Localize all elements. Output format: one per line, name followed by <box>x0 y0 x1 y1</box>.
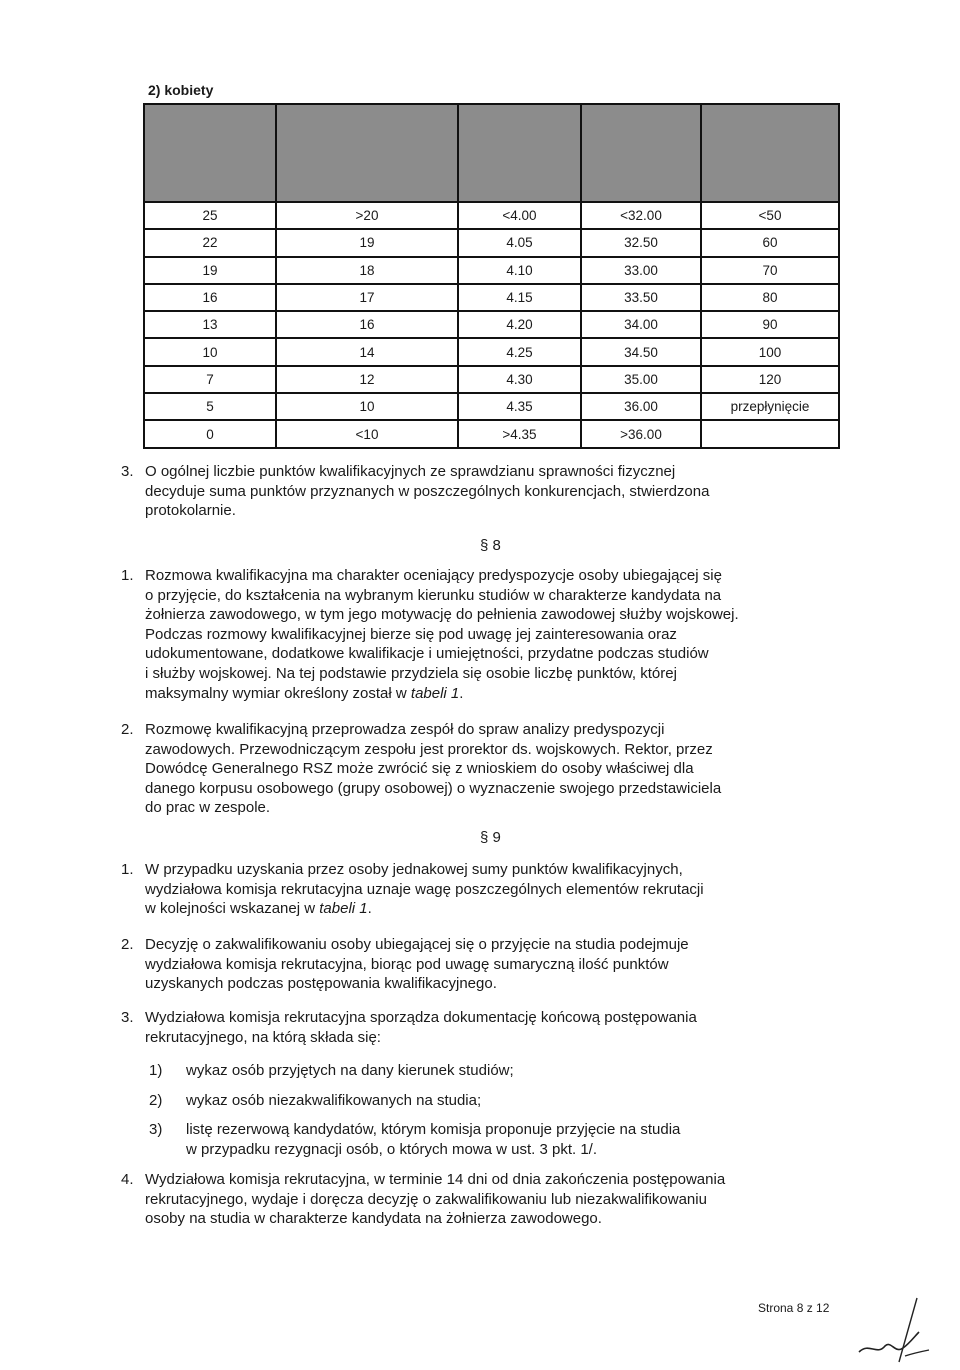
table-reference: tabeli 1 <box>319 900 368 918</box>
table-cell: 17 <box>276 284 458 311</box>
table-cell: 0 <box>144 420 276 447</box>
text-segment: maksymalny wymiar określony został w <box>145 684 407 702</box>
table-header-row <box>144 104 839 202</box>
table-row <box>144 257 839 284</box>
table-cell <box>701 420 839 447</box>
table-cell: 4.15 <box>458 284 581 311</box>
item-number: 3. <box>121 463 134 480</box>
header-cell <box>144 104 276 202</box>
section-sign-9: § 9 <box>480 829 501 846</box>
table-cell: <50 <box>701 202 839 229</box>
text-line: Dowódcę Generalnego RSZ może zwrócić się z wnioskiem do osoby właściwej dla <box>145 760 694 778</box>
table-cell: 80 <box>701 284 839 311</box>
table-cell: 5 <box>144 393 276 420</box>
text-line: wykaz osób niezakwalifikowanych na studia; <box>186 1092 482 1109</box>
table-reference: tabeli 1 <box>410 684 460 702</box>
table-cell: <32.00 <box>581 202 701 229</box>
table-row <box>144 393 839 420</box>
table-cell: 35.00 <box>581 366 701 393</box>
text-segment: . <box>367 900 372 918</box>
subitem-number: 2) <box>149 1092 163 1109</box>
item-number: 2. <box>121 721 134 738</box>
text-line: W przypadku uzyskania przez osoby jednakowej sumy punktów kwalifikacyjnych, <box>145 861 683 878</box>
page-number: Strona 8 z 12 <box>758 1301 830 1315</box>
item-number: 1. <box>121 861 134 878</box>
subitem-number: 1) <box>149 1062 163 1079</box>
text-line: udokumentowane, dodatkowe kwalifikacje i umiejętności, przydatne podczas studiów <box>145 645 709 663</box>
item-number: 1. <box>121 567 134 584</box>
text-line: Rozmowę kwalifikacyjną przeprowadza zespół do spraw analizy predyspozycji <box>145 721 665 738</box>
text-line: Podczas rozmowy kwalifikacyjnej bierze się pod uwagę jej zainteresowania oraz <box>145 625 677 643</box>
text-line: do prac w zespole. <box>145 799 271 817</box>
table-cell: 33.50 <box>581 284 701 311</box>
table-cell: 4.35 <box>458 393 581 420</box>
table-cell: <10 <box>276 420 458 447</box>
text-line: rekrutacyjnego, wydaje i doręcza decyzję o zakwalifikowaniu lub niezakwalifikowaniu <box>145 1190 707 1208</box>
text-line: wydziałowa komisja rekrutacyjna uznaje wagę poszczególnych elementów rekrutacji <box>145 880 704 898</box>
table-row <box>144 420 839 447</box>
signature-mark <box>855 1296 935 1366</box>
table-cell: 19 <box>276 229 458 256</box>
s9-item-2 <box>145 935 840 994</box>
table-cell: 34.00 <box>581 311 701 338</box>
text-line: o przyjęcie, do kształcenia na wybranym kierunku studiów w charakterze kandydata na <box>145 586 722 604</box>
s9-subitem-2 <box>186 1091 840 1111</box>
text-line: Wydziałowa komisja rekrutacyjna sporządza dokumentację końcową postępowania <box>145 1009 697 1026</box>
table-cell: 90 <box>701 311 839 338</box>
text-line: rekrutacyjnego, na którą składa się: <box>145 1028 381 1046</box>
text-line: Wydziałowa komisja rekrutacyjna, w terminie 14 dni od dnia zakończenia postępowania <box>145 1171 726 1188</box>
text-line: zawodowych. Przewodniczącym zespołu jest prorektor ds. wojskowych. Rektor, przez <box>145 740 713 758</box>
table-cell: przepłynięcie <box>701 393 839 420</box>
text-line: w przypadku rezygnacji osób, o których mowa w ust. 3 pkt. 1/. <box>186 1140 598 1158</box>
table-cell: 16 <box>276 311 458 338</box>
text-line: listę rezerwową kandydatów, którym komisja proponuje przyjęcie na studia <box>186 1121 681 1138</box>
s9-subitem-1 <box>186 1061 840 1081</box>
header-cell <box>701 104 839 202</box>
table-row <box>144 284 839 311</box>
text-segment: . <box>459 684 464 702</box>
s9-item-1 <box>145 860 840 919</box>
table-cell: 19 <box>144 257 276 284</box>
text-line: osoby na studia w charakterze kandydata na żołnierza zawodowego. <box>145 1210 602 1228</box>
table-cell: <4.00 <box>458 202 581 229</box>
table-cell: >36.00 <box>581 420 701 447</box>
text-line: żołnierza zawodowego, w tym jego motywację do pełnienia zawodowej służby wojskowej. <box>145 606 739 624</box>
section-sign-8: § 8 <box>480 537 501 554</box>
table-cell: >4.35 <box>458 420 581 447</box>
table-cell: 10 <box>276 393 458 420</box>
table-cell: 70 <box>701 257 839 284</box>
table-cell: 60 <box>701 229 839 256</box>
table-cell: 100 <box>701 338 839 365</box>
header-cell <box>276 104 458 202</box>
s8-item-1 <box>145 566 840 703</box>
table-cell: 14 <box>276 338 458 365</box>
item-number: 2. <box>121 936 134 953</box>
paragraph-3 <box>145 462 840 521</box>
text-line: uzyskanych podczas postępowania kwalifikacyjnego. <box>145 975 497 993</box>
table-cell: 120 <box>701 366 839 393</box>
table-row <box>144 338 839 365</box>
text-line: wydziałowa komisja rekrutacyjna, biorąc pod uwagę sumaryczną ilość punktów <box>145 955 669 973</box>
table-cell: 10 <box>144 338 276 365</box>
header-cell <box>458 104 581 202</box>
table-row <box>144 229 839 256</box>
text-line: decyduje suma punktów przyznanych w poszczególnych konkurencjach, stwierdzona <box>145 482 710 500</box>
table-cell: 13 <box>144 311 276 338</box>
text-line: Decyzję o zakwalifikowaniu osoby ubiegającej się o przyjęcie na studia podejmuje <box>145 936 689 953</box>
table-cell: 4.05 <box>458 229 581 256</box>
table-row <box>144 366 839 393</box>
table-cell: 12 <box>276 366 458 393</box>
text-line: Rozmowa kwalifikacyjna ma charakter oceniający predyspozycje osoby ubiegającej się <box>145 567 722 584</box>
table-row <box>144 311 839 338</box>
table-cell: 25 <box>144 202 276 229</box>
text-line: i służby wojskowej. Na tej podstawie przydziela się osobie liczbę punktów, której <box>145 664 677 682</box>
s9-item-4 <box>145 1170 840 1229</box>
text-line <box>145 684 840 704</box>
table-cell: 4.30 <box>458 366 581 393</box>
text-line: wykaz osób przyjętych na dany kierunek studiów; <box>186 1062 514 1079</box>
score-table <box>143 103 840 449</box>
table-row <box>144 202 839 229</box>
table-cell: 33.00 <box>581 257 701 284</box>
s8-item-2 <box>145 720 840 818</box>
text-segment: w kolejności wskazanej w <box>145 900 316 918</box>
table-cell: 16 <box>144 284 276 311</box>
table-cell: 22 <box>144 229 276 256</box>
text-line: O ogólnej liczbie punktów kwalifikacyjnych ze sprawdzianu sprawności fizycznej <box>145 463 676 480</box>
table-cell: 34.50 <box>581 338 701 365</box>
subitem-number: 3) <box>149 1121 163 1138</box>
text-line: protokolarnie. <box>145 502 236 520</box>
table-cell: 18 <box>276 257 458 284</box>
section-label: 2) kobiety <box>148 82 214 98</box>
header-cell <box>581 104 701 202</box>
text-line: danego korpusu osobowego (grupy osobowej) o wyznaczenie swojego przedstawiciela <box>145 779 722 797</box>
table-cell: 32.50 <box>581 229 701 256</box>
text-line <box>145 899 840 919</box>
table-cell: 4.25 <box>458 338 581 365</box>
table-cell: >20 <box>276 202 458 229</box>
item-number: 3. <box>121 1009 134 1026</box>
item-number: 4. <box>121 1171 134 1188</box>
s9-item-3 <box>145 1008 840 1047</box>
table-cell: 36.00 <box>581 393 701 420</box>
table-cell: 4.20 <box>458 311 581 338</box>
table-cell: 4.10 <box>458 257 581 284</box>
s9-subitem-3 <box>186 1120 840 1159</box>
table-cell: 7 <box>144 366 276 393</box>
